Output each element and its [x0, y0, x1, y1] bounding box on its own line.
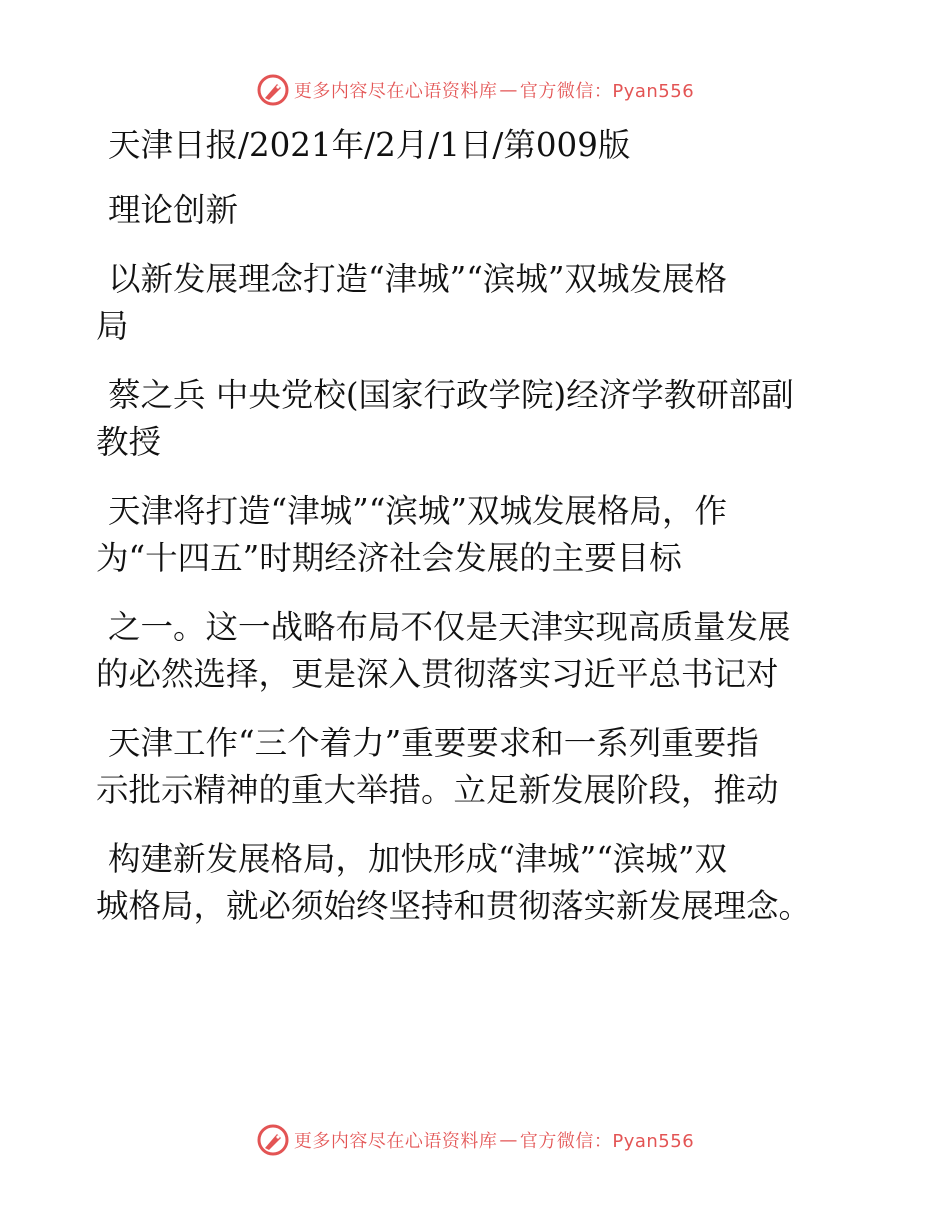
watermark-account: 官方微信：Pyan556 [519, 1131, 695, 1152]
pen-nib-icon [256, 1123, 290, 1157]
paragraph-1-line-2: 为“十四五”时期经济社会发展的主要目标 [96, 539, 682, 577]
footer-watermark [0, 1120, 950, 1160]
pen-nib-icon [256, 73, 290, 107]
watermark-text: 更多内容尽在心语资料库 [293, 1131, 498, 1152]
paragraph-4-line-2: 城格局，就必须始终坚持和贯彻落实新发展理念。 [96, 887, 812, 925]
watermark-separator: — [499, 79, 518, 101]
paragraph-3-line-1: 天津工作“三个着力”重要要求和一系列重要指 [108, 724, 759, 762]
paragraph-3-line-2: 示批示精神的重大举措。立足新发展阶段，推动 [96, 771, 779, 809]
header-watermark [0, 70, 950, 110]
article-title-line-2: 局 [96, 307, 129, 345]
document-body [96, 122, 846, 930]
watermark-account: 官方微信：Pyan556 [519, 81, 695, 102]
watermark-separator: — [499, 1129, 518, 1151]
paragraph-4-line-1: 构建新发展格局，加快形成“津城”“滨城”双 [108, 840, 727, 878]
paragraph-2-line-1: 之一。这一战略布局不仅是天津实现高质量发展 [108, 608, 791, 646]
watermark-text: 更多内容尽在心语资料库 [293, 81, 498, 102]
column-name: 理论创新 [108, 191, 239, 229]
paragraph-2-line-2: 的必然选择，更是深入贯彻落实习近平总书记对 [96, 655, 779, 693]
paragraph-1-line-1: 天津将打造“津城”“滨城”双城发展格局，作 [108, 492, 727, 530]
masthead: 天津日报/2021年/2月/1日/第009版 [108, 126, 631, 164]
author-line-2: 教授 [96, 423, 162, 461]
article-title-line-1: 以新发展理念打造“津城”“滨城”双城发展格 [108, 260, 727, 298]
author-line-1: 蔡之兵 中央党校(国家行政学院)经济学教研部副 [108, 376, 794, 414]
